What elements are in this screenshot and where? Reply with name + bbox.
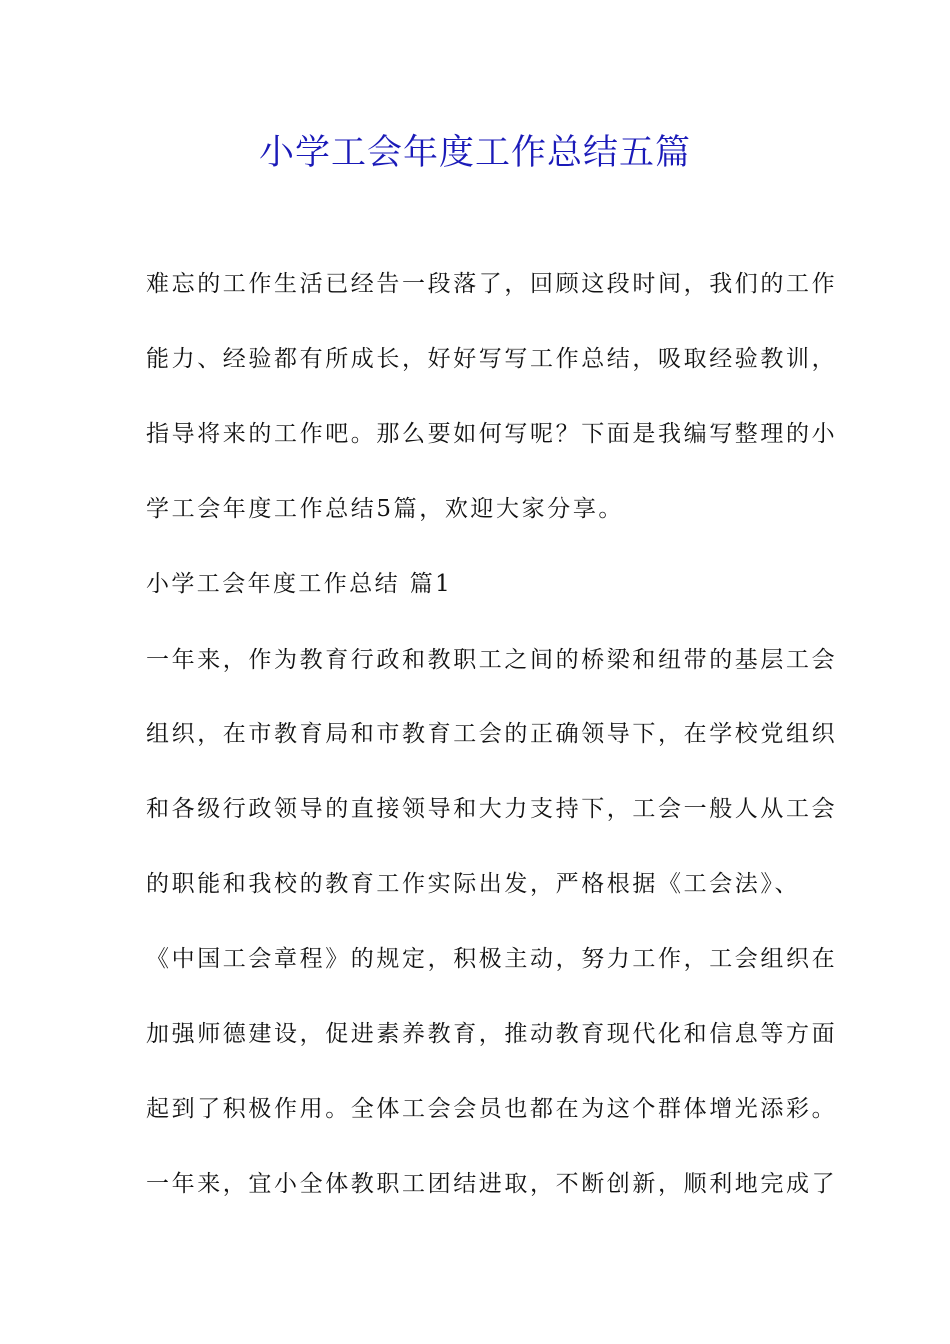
body-line-7: 起到了积极作用。全体工会会员也都在为这个群体增光添彩。 xyxy=(146,1096,838,1122)
intro-line-4: 学工会年度工作总结5篇，欢迎大家分享。 xyxy=(146,496,625,522)
intro-line-2: 能力、经验都有所成长，好好写写工作总结，吸取经验教训， xyxy=(146,346,838,372)
document-title: 小学工会年度工作总结五篇 xyxy=(258,133,691,173)
intro-line-1: 难忘的工作生活已经告一段落了，回顾这段时间，我们的工作 xyxy=(146,271,838,297)
intro-line-3: 指导将来的工作吧。那么要如何写呢？下面是我编写整理的小 xyxy=(146,421,838,447)
body-line-4: 的职能和我校的教育工作实际出发，严格根据《工会法》、 xyxy=(146,871,801,897)
body-line-5: 《中国工会章程》的规定，积极主动，努力工作，工会组织在 xyxy=(146,946,838,972)
body-line-8: 一年来，宜小全体教职工团结进取，不断创新，顺利地完成了 xyxy=(146,1171,838,1197)
body-line-3: 和各级行政领导的直接领导和大力支持下，工会一般人从工会 xyxy=(146,796,838,822)
section-heading: 小学工会年度工作总结 篇1 xyxy=(146,571,453,597)
body-line-1: 一年来，作为教育行政和教职工之间的桥梁和纽带的基层工会 xyxy=(146,647,838,673)
body-line-6: 加强师德建设，促进素养教育，推动教育现代化和信息等方面 xyxy=(146,1021,838,1047)
body-line-2: 组织，在市教育局和市教育工会的正确领导下，在学校党组织 xyxy=(146,721,838,747)
